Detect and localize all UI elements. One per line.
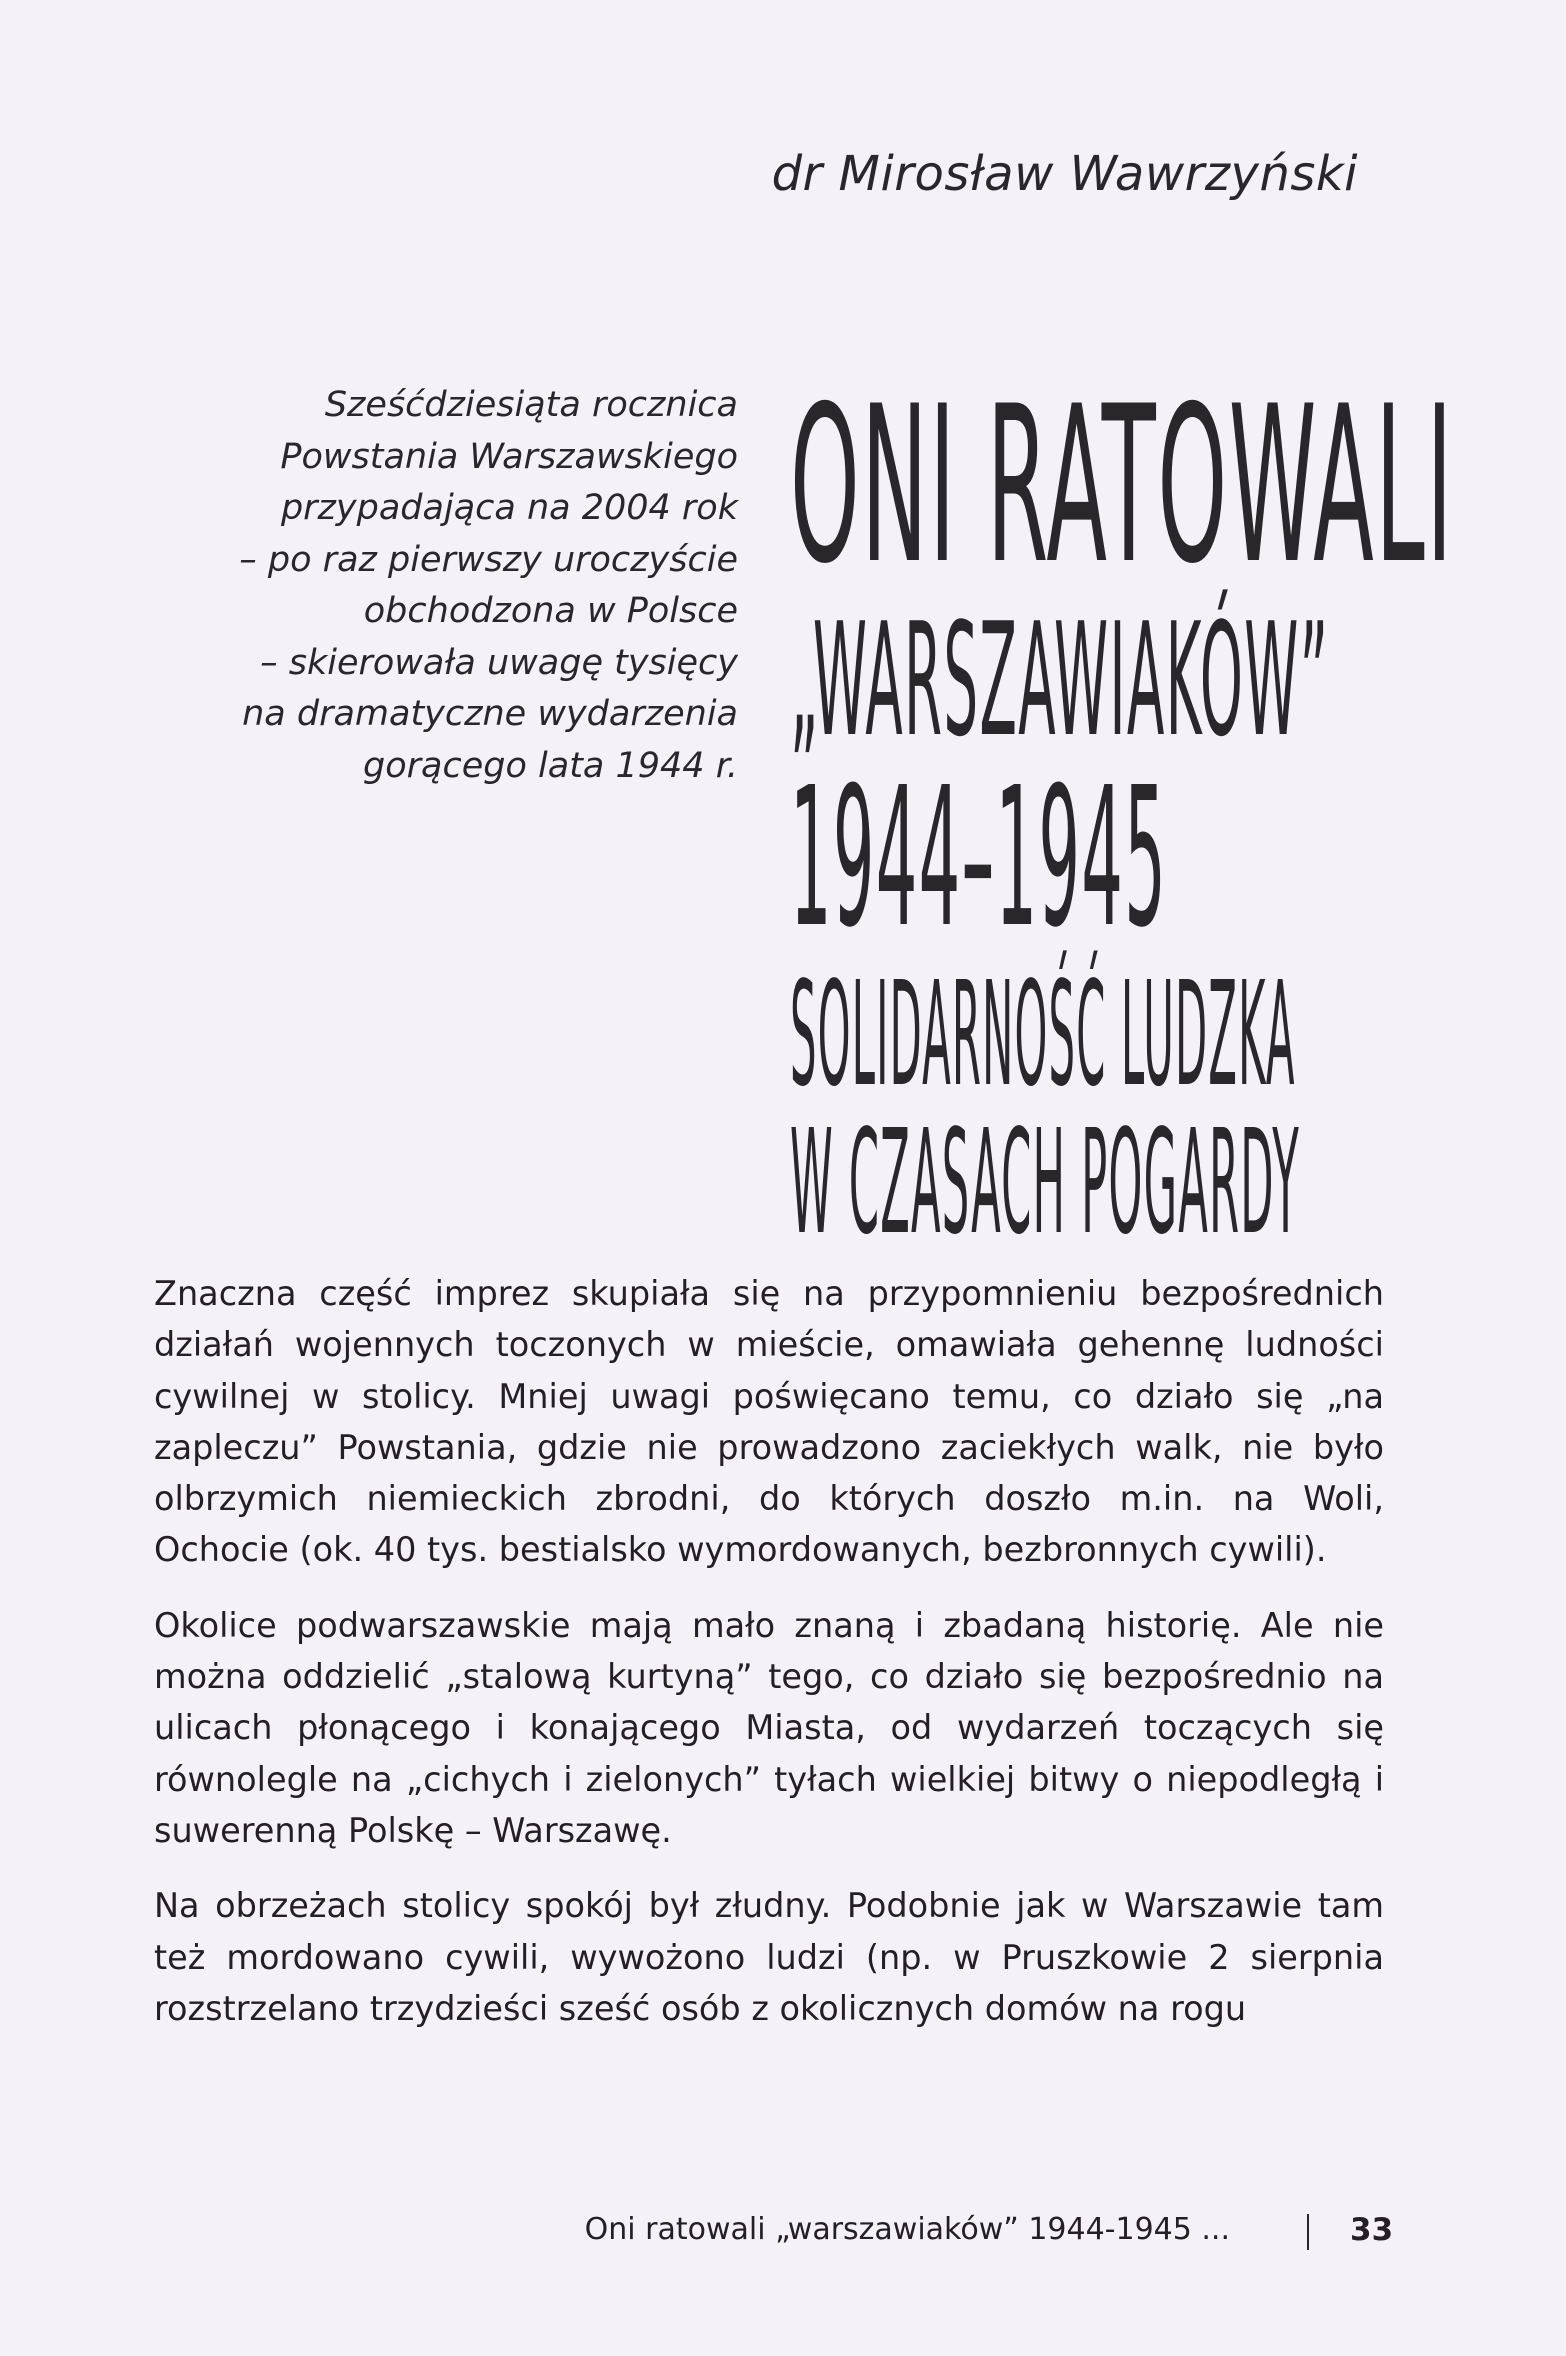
intro-line: gorącego lata 1944 r. [363, 745, 738, 786]
paragraph: Znaczna część imprez skupiała się na przypomnieniu bezpośrednich działań wojennych toczonych w mieście, omawiała gehennę ludności cywilnej w stolicy. Mniej uwagi poświęcano temu, co działo się „na zapleczu” Powstania, gdzie nie prowadzono zaciekłych walk, nie było olbrzymich niemieckich zbrodni, do których doszło m.in. na Woli, Ochocie (ok. 40 tys. bestialsko wymordowanych, bezbronnych cywili). [154, 1274, 1384, 1570]
article-body [154, 1268, 1384, 2034]
article-title [790, 362, 1455, 1266]
title-line: W CZASACH POGARDY [790, 1098, 1300, 1266]
intro-line: Sześćdziesiąta rocznica [324, 385, 738, 425]
running-title: Oni ratowali „warszawiaków” 1944-1945 ... [584, 2212, 1230, 2247]
intro-line: Powstania Warszawskiego [280, 436, 738, 477]
title-line: 1944–1945 [790, 746, 1168, 970]
paragraph: Na obrzeżach stolicy spokój był złudny. Podobnie jak w Warszawie tam też mordowano cywili, wywożono ludzi (np. w Pruszkowie 2 sierpnia rozstrzelano trzydzieści sześć osób z okolicznych domów na rogu [154, 1886, 1384, 2028]
intro-lead [190, 380, 738, 792]
title-line: „WARSZAWIAKÓW” [790, 592, 1330, 772]
title-line: SOLIDARNOŚĆ LUDZKA [790, 950, 1296, 1118]
intro-line: – skierowała uwagę tysięcy [260, 642, 738, 683]
footer-divider [1307, 2214, 1309, 2250]
page-footer [0, 2212, 1566, 2272]
intro-line: obchodzona w Polsce [363, 591, 738, 631]
paragraph: Okolice podwarszawskie mają mało znaną i zbadaną historię. Ale nie można oddzielić „stalową kurtyną” tego, co działo się bezpośrednio na ulicach płonącego i konającego Miasta, od wydarzeń toczących się równolegle na „cichych i zielonych” tyłach wielkiej bitwy o niepodległą i suwerenną Polskę – Warszawę. [154, 1605, 1384, 1850]
intro-line: – po raz pierwszy uroczyście [239, 539, 738, 580]
intro-line: przypadająca na 2004 rok [280, 488, 738, 528]
page-number: 33 [1350, 2212, 1394, 2248]
intro-line: na dramatyczne wydarzenia [242, 694, 738, 734]
author-name: dr Mirosław Wawrzyński [771, 146, 1358, 202]
title-line: ONI RATOWALI [790, 362, 1455, 612]
